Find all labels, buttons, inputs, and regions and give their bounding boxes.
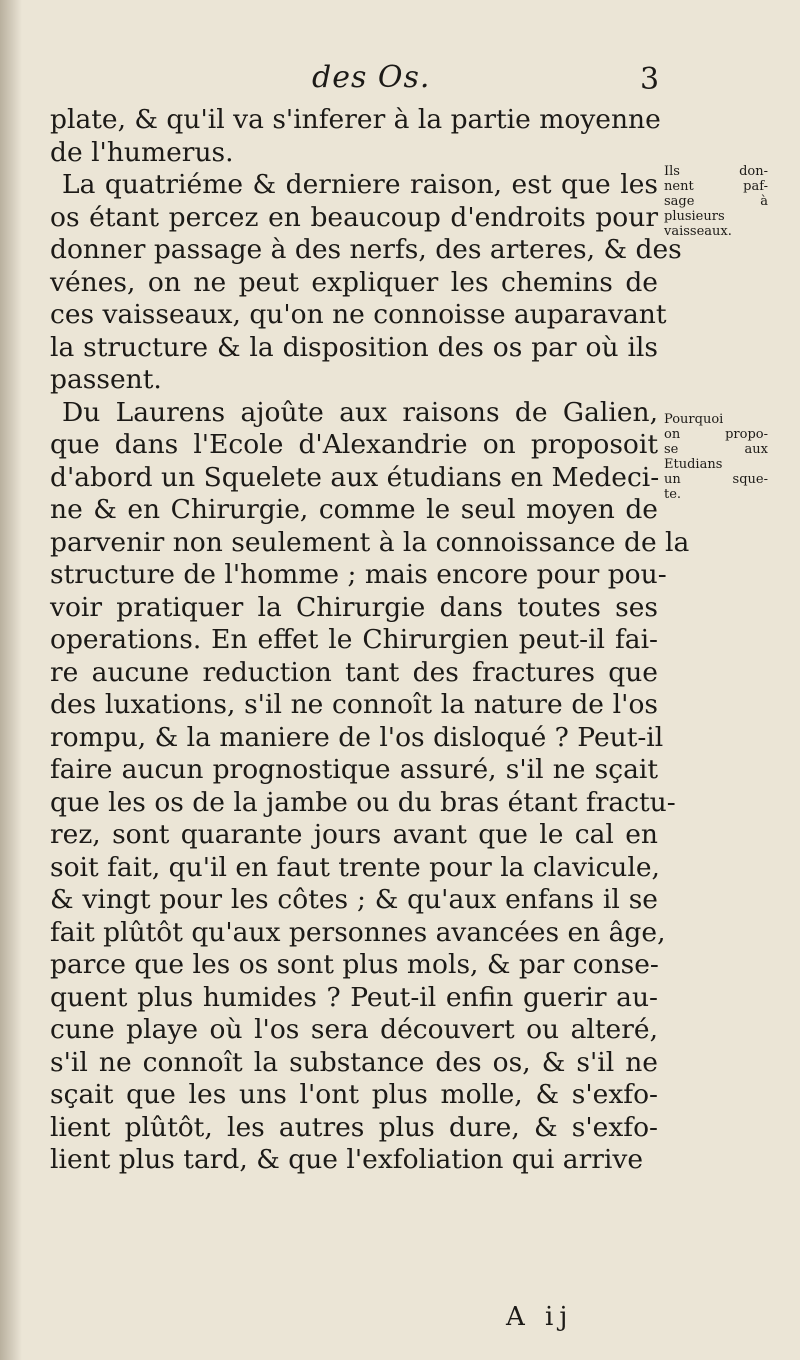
margin-note-skeleton <box>664 412 768 502</box>
text-line: os étant percez en beaucoup d'endroits pour <box>50 201 658 233</box>
text-line: des luxations, s'il ne connoît la nature de l'os <box>50 689 658 720</box>
margin-note-line: Pourquoi <box>664 412 724 427</box>
text-line: fait plûtôt qu'aux personnes avancées en âge, <box>50 916 666 948</box>
body-text <box>50 104 690 1177</box>
text-line: quent plus humides ? Peut-il enfin guerir au- <box>50 981 658 1013</box>
text-line: rez, sont quarante jours avant que le cal en <box>50 819 658 850</box>
text-line: operations. En effet le Chirurgien peut-il fai- <box>50 624 658 655</box>
text-line: parvenir non seulement à la connoissance de la <box>50 526 690 558</box>
text-line: que les os de la jambe ou du bras étant fractu- <box>50 786 676 818</box>
text-line: lient plûtôt, les autres plus dure, & s'exfo- <box>50 1111 658 1143</box>
text-line: de l'humerus. <box>50 136 234 168</box>
text-line: voir pratiquer la Chirurgie dans toutes ses <box>50 591 658 623</box>
text-line: & vingt pour les côtes ; & qu'aux enfans il se <box>50 884 658 915</box>
page-number: 3 <box>640 62 660 97</box>
text-line: Du Laurens ajoûte aux raisons de Galien, <box>62 396 658 428</box>
text-line: rompu, & la maniere de l'os disloqué ? Peut-il <box>50 721 664 753</box>
text-line: que dans l'Ecole d'Alexandrie on proposoit <box>50 429 658 460</box>
text-line: parce que les os sont plus mols, & par conse- <box>50 949 659 980</box>
margin-note-line: te. <box>664 487 682 502</box>
margin-note-line: Ils don- <box>664 164 768 179</box>
text-line: passent. <box>50 364 162 395</box>
text-line: faire aucun prognostique assuré, s'il ne sçait <box>50 754 658 785</box>
text-line: ces vaisseaux, qu'on ne connoisse auparavant <box>50 299 667 330</box>
margin-note-line: se aux <box>664 442 768 457</box>
text-line: sçait que les uns l'ont plus molle, & s'exfo- <box>50 1079 658 1110</box>
margin-note-vessels <box>664 164 768 239</box>
text-line: soit fait, qu'il en faut trente pour la clavicule, <box>50 851 660 883</box>
text-line: vénes, on ne peut expliquer les chemins de <box>50 266 658 298</box>
margin-note-line: nent paf- <box>664 179 768 194</box>
text-line: ne & en Chirurgie, comme le seul moyen de <box>50 494 658 525</box>
text-line: d'abord un Squelete aux étudians en Medeci- <box>50 461 660 493</box>
text-line: s'il ne connoît la substance des os, & s'il ne <box>50 1046 658 1078</box>
text-line: La quatriéme & derniere raison, est que les <box>62 169 658 200</box>
margin-note-line: sage à <box>664 194 768 209</box>
binding-shadow <box>0 0 22 1360</box>
running-title: des Os. <box>312 60 431 95</box>
text-line: re aucune reduction tant des fractures que <box>50 656 658 688</box>
text-line: donner passage à des nerfs, des arteres, & des <box>50 234 682 265</box>
margin-note-line: plusieurs <box>664 209 725 224</box>
margin-note-line: un sque- <box>664 472 768 487</box>
text-line: structure de l'homme ; mais encore pour pou- <box>50 559 667 590</box>
text-line: lient plus tard, & que l'exfoliation qui arrive <box>50 1144 644 1175</box>
margin-note-line: vaisseaux. <box>664 224 732 239</box>
text-line: plate, & qu'il va s'inferer à la partie moyenne <box>50 104 661 135</box>
margin-note-line: Etudians <box>664 457 723 472</box>
text-line: la structure & la disposition des os par où ils <box>50 331 658 363</box>
text-line: cune playe où l'os sera découvert ou alteré, <box>50 1014 658 1045</box>
margin-note-line: on propo- <box>664 427 768 442</box>
signature-mark: A ij <box>506 1302 574 1332</box>
